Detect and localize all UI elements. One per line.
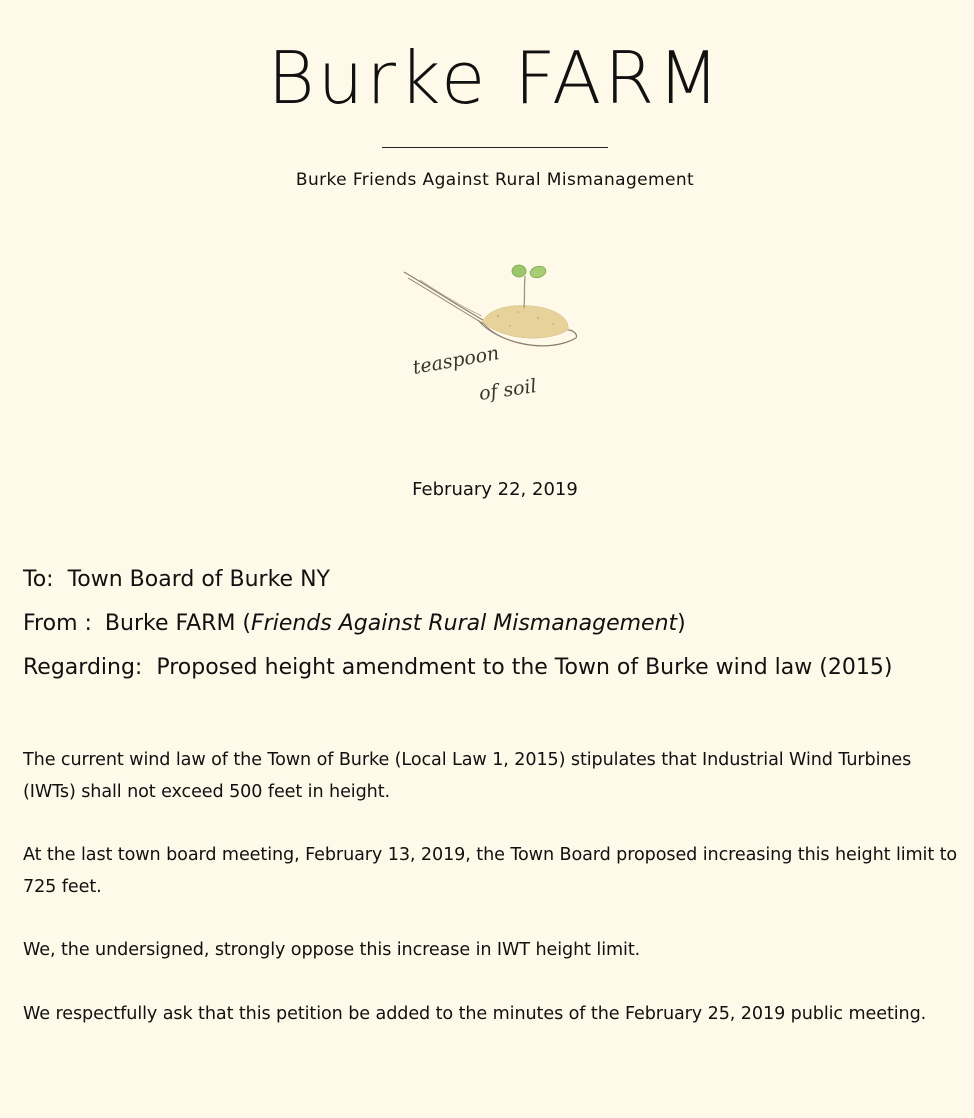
org-title: Burke FARM [267, 36, 723, 120]
sprout-leaf-icon [512, 265, 526, 277]
body-paragraph-1: The current wind law of the Town of Burke (Local Law 1, 2015) stipulates that Industrial Wind Turbines (IWTs) shall not exceed 500 feet in height. [23, 750, 912, 802]
memo-from-italic: Friends Against Rural Mismanagement [251, 611, 678, 636]
memo-from-prefix: Burke FARM ( [104, 611, 252, 636]
memo-to-label: To: [23, 567, 54, 592]
body-paragraph-4: We respectfully ask that this petition be added to the minutes of the February 25, 2019 public meeting. [23, 1004, 927, 1024]
letter-date: February 22, 2019 [412, 479, 578, 500]
logo-text-line1: teaspoon [411, 342, 501, 379]
memo-regarding-label: Regarding: [23, 655, 143, 680]
sprout-stem-icon [524, 276, 525, 308]
title-divider [382, 147, 608, 148]
body-paragraph-2: At the last town board meeting, February 13, 2019, the Town Board proposed increasing this height limit to 725 feet. [23, 845, 958, 897]
memo-to-value: Town Board of Burke NY [67, 567, 330, 592]
memo-from-label: From : [23, 611, 92, 636]
body-paragraph-3: We, the undersigned, strongly oppose this increase in IWT height limit. [23, 940, 641, 960]
spoon-handle-icon [404, 272, 483, 320]
teaspoon-of-soil-logo [398, 258, 588, 408]
memo-to-line [23, 565, 330, 595]
memo-from-suffix: ) [677, 611, 686, 636]
memo-regarding-line [23, 653, 892, 683]
org-subtitle: Burke Friends Against Rural Mismanagement [295, 170, 695, 190]
logo-text-line2: of soil [477, 375, 538, 405]
memo-from-line [23, 609, 686, 639]
memo-regarding-value: Proposed height amendment to the Town of Burke wind law (2015) [156, 655, 893, 680]
